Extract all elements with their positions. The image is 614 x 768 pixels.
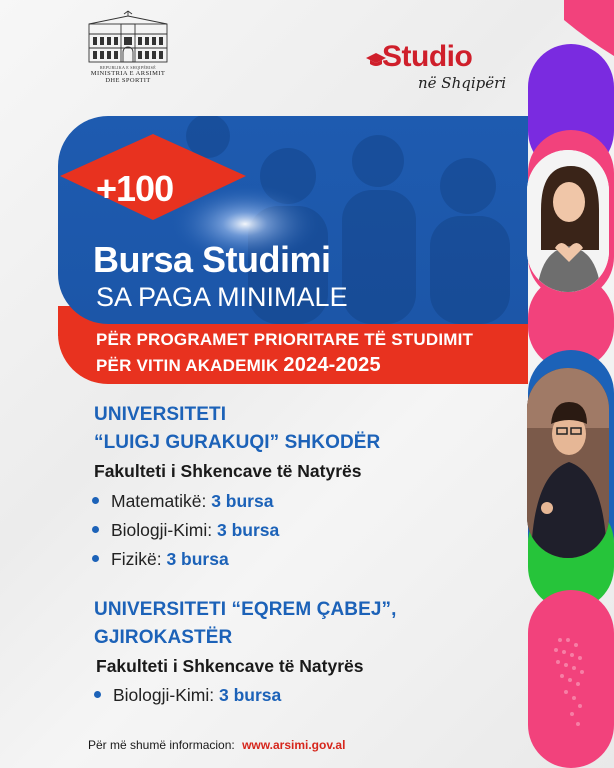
bullet-icon [92,526,99,533]
republic-label: REPUBLIKA E SHQIPËRISË [100,65,156,70]
university-name-block [94,432,380,454]
program-label: Fizikë: [111,549,162,569]
faculty-block [94,461,361,482]
academic-year: 2024-2025 [283,354,381,376]
bullet-icon [94,691,101,698]
university-name-line2: “LUIGJ GURAKUQI” SHKODËR [94,432,381,453]
list-item [94,685,281,706]
bullet-icon [92,555,99,562]
banner-year-label: PËR VITIN AKADEMIK [96,356,279,375]
university-name-line1: UNIVERSITETI “EQREM ÇABEJ”, [94,599,397,620]
ministry-name-line2: DHE SPORTIT [105,77,151,84]
hero-banner [58,116,528,384]
banner-title: Bursa Studimi [93,239,331,280]
university-name-block [94,627,232,649]
student-photo-girl [527,150,609,292]
banner-programs-line: PËR PROGRAMET PRIORITARE TË STUDIMIT [96,330,474,349]
faculty-name: Fakulteti i Shkencave të Natyrës [96,656,364,676]
program-scholarships: 3 bursa [219,685,282,705]
list-item [92,549,229,570]
scholarship-count: +100 [96,168,174,209]
ministry-name-line1: MINISTRIA E ARSIMIT [90,70,166,77]
website-link[interactable]: www.arsimi.gov.al [242,738,346,752]
university-section-shkoder [94,404,226,426]
program-label: Biologji-Kimi: [113,685,215,705]
ministry-building-icon [83,10,173,64]
program-scholarships: 3 bursa [217,520,280,540]
university-name-line1: UNIVERSITETI [94,404,227,425]
footer-label: Për më shumë informacion: [88,738,235,752]
bullet-icon [92,497,99,504]
studio-logo-subtitle: në Shqipëri [418,74,507,92]
banner-subtitle: SA PAGA MINIMALE [96,282,348,312]
program-label: Biologji-Kimi: [111,520,213,540]
faculty-name: Fakulteti i Shkencave të Natyrës [94,461,362,481]
university-name-line2: GJIROKASTËR [94,627,233,648]
student-photo-boy [527,368,609,558]
footer-info [88,738,345,752]
program-scholarships: 3 bursa [211,491,274,511]
banner-year-line [96,354,381,377]
ministry-logo [78,10,178,84]
studio-logo-word: Studio [382,40,473,73]
list-item [92,520,279,541]
program-scholarships: 3 bursa [166,549,229,569]
list-item [92,491,273,512]
program-label: Matematikë: [111,491,207,511]
studio-logo [360,40,510,96]
university-section-gjirokaster [94,599,397,621]
faculty-block [96,656,363,677]
